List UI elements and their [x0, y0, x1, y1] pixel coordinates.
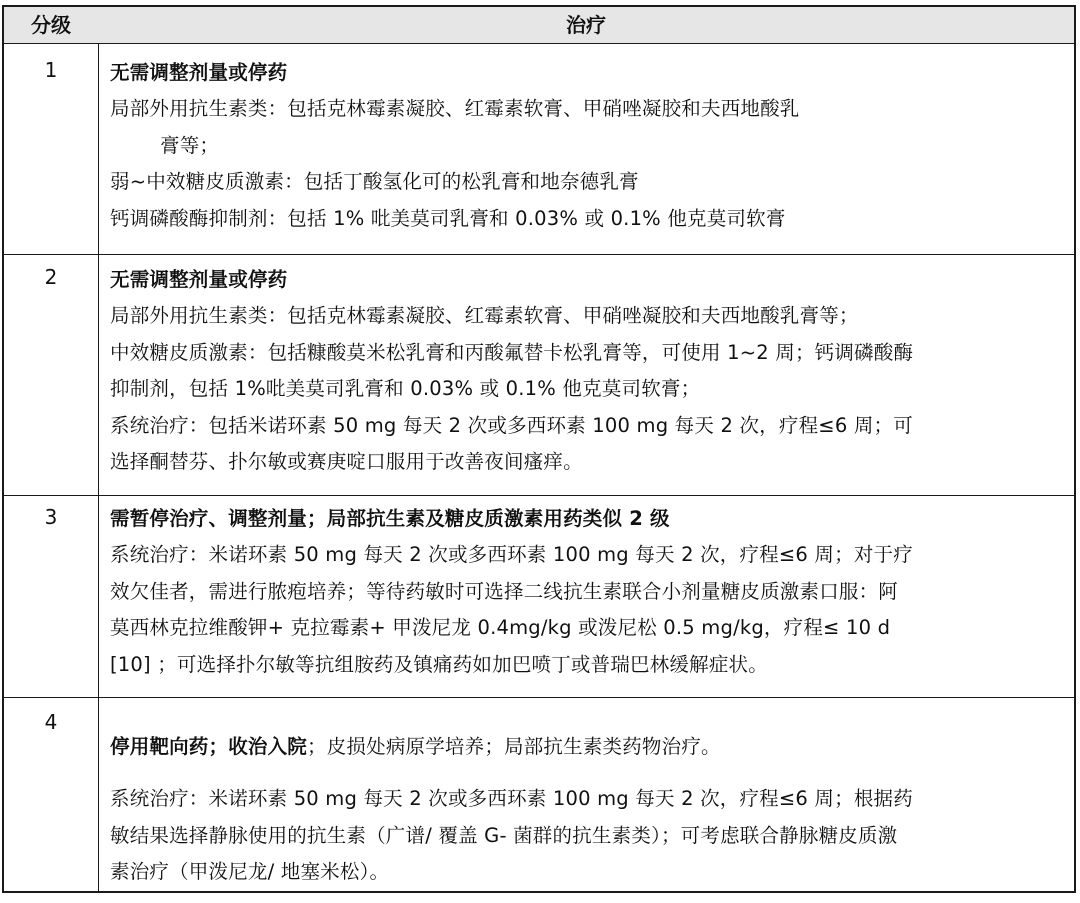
table-row-grade-4: [4, 697, 1074, 893]
treatment-line: 局部外用抗生素类：包括克林霉素凝胶、红霉素软膏、甲硝唑凝胶和夫西地酸乳: [110, 97, 800, 121]
treatment-summary-bold: 停用靶向药；收治入院: [110, 735, 308, 758]
header-treatment: 治疗: [566, 13, 606, 37]
grading-treatment-table: [2, 5, 1076, 893]
treatment-line: 膏等；: [160, 133, 220, 157]
treatment-cell: [110, 729, 1060, 891]
treatment-line: 局部外用抗生素类：包括克林霉素凝胶、红霉素软膏、甲硝唑凝胶和夫西地酸乳膏等；: [110, 304, 859, 328]
treatment-line: [10] ；可选择扑尔敏等抗组胺药及镇痛药如加巴喷丁或普瑞巴林缓解症状。: [110, 652, 768, 676]
treatment-line: 选择酮替芬、扑尔敏或赛庚啶口服用于改善夜间瘙痒。: [110, 450, 583, 474]
table-row-grade-2: [4, 254, 1074, 495]
treatment-cell: [110, 55, 1060, 237]
treatment-line: 系统治疗：米诺环素 50 mg 每天 2 次或多西环素 100 mg 每天 2 次，疗程≤6 周；对于疗: [110, 543, 913, 567]
treatment-line: 敏结果选择静脉使用的抗生素（广谱/ 覆盖 G- 菌群的抗生素类）；可考虑联合静脉糖皮质激: [110, 823, 898, 847]
treatment-summary-rest: ；皮损处病原学培养；局部抗生素类药物治疗。: [307, 735, 721, 758]
treatment-summary: 无需调整剂量或停药: [110, 268, 288, 291]
treatment-line: 系统治疗：米诺环素 50 mg 每天 2 次或多西环素 100 mg 每天 2 次，疗程≤6 周；根据药: [110, 787, 913, 811]
treatment-line: 钙调磷酸酶抑制剂：包括 1% 吡美莫司乳膏和 0.03% 或 0.1% 他克莫司软膏: [110, 206, 786, 230]
grade-cell: 2: [44, 265, 58, 289]
treatment-line: 系统治疗：包括米诺环素 50 mg 每天 2 次或多西环素 100 mg 每天 2 次，疗程≤6 周；可: [110, 413, 913, 437]
grade-cell: 1: [44, 58, 58, 82]
treatment-summary: 需暂停治疗、调整剂量；局部抗生素及糖皮质激素用药类似 2 级: [110, 507, 670, 530]
treatment-cell: [110, 501, 1060, 683]
treatment-line: 抑制剂，包括 1%吡美莫司乳膏和 0.03% 或 0.1% 他克莫司软膏；: [110, 377, 701, 401]
treatment-cell: [110, 262, 1060, 480]
table-header-row: [4, 7, 1074, 43]
treatment-line: 弱~中效糖皮质激素：包括丁酸氢化可的松乳膏和地奈德乳膏: [110, 170, 639, 194]
treatment-summary: 无需调整剂量或停药: [110, 61, 288, 84]
treatment-line: 中效糖皮质激素：包括糠酸莫米松乳膏和丙酸氟替卡松乳膏等，可使用 1~2 周；钙调磷酸酶: [110, 340, 914, 364]
grade-cell: 4: [44, 710, 58, 734]
grade-cell: 3: [44, 505, 58, 529]
table-row-grade-1: [4, 43, 1074, 254]
table-row-grade-3: [4, 495, 1074, 697]
treatment-summary: [110, 729, 1060, 765]
treatment-line: 莫西林克拉维酸钾+ 克拉霉素+ 甲泼尼龙 0.4mg/kg 或泼尼松 0.5 mg/kg，疗程≤ 10 d: [110, 616, 891, 640]
header-grade: 分级: [31, 13, 71, 37]
treatment-line: 素治疗（甲泼尼龙/ 地塞米松）。: [110, 860, 390, 884]
treatment-line: 效欠佳者，需进行脓疱培养；等待药敏时可选择二线抗生素联合小剂量糖皮质激素口服：阿: [110, 579, 899, 603]
